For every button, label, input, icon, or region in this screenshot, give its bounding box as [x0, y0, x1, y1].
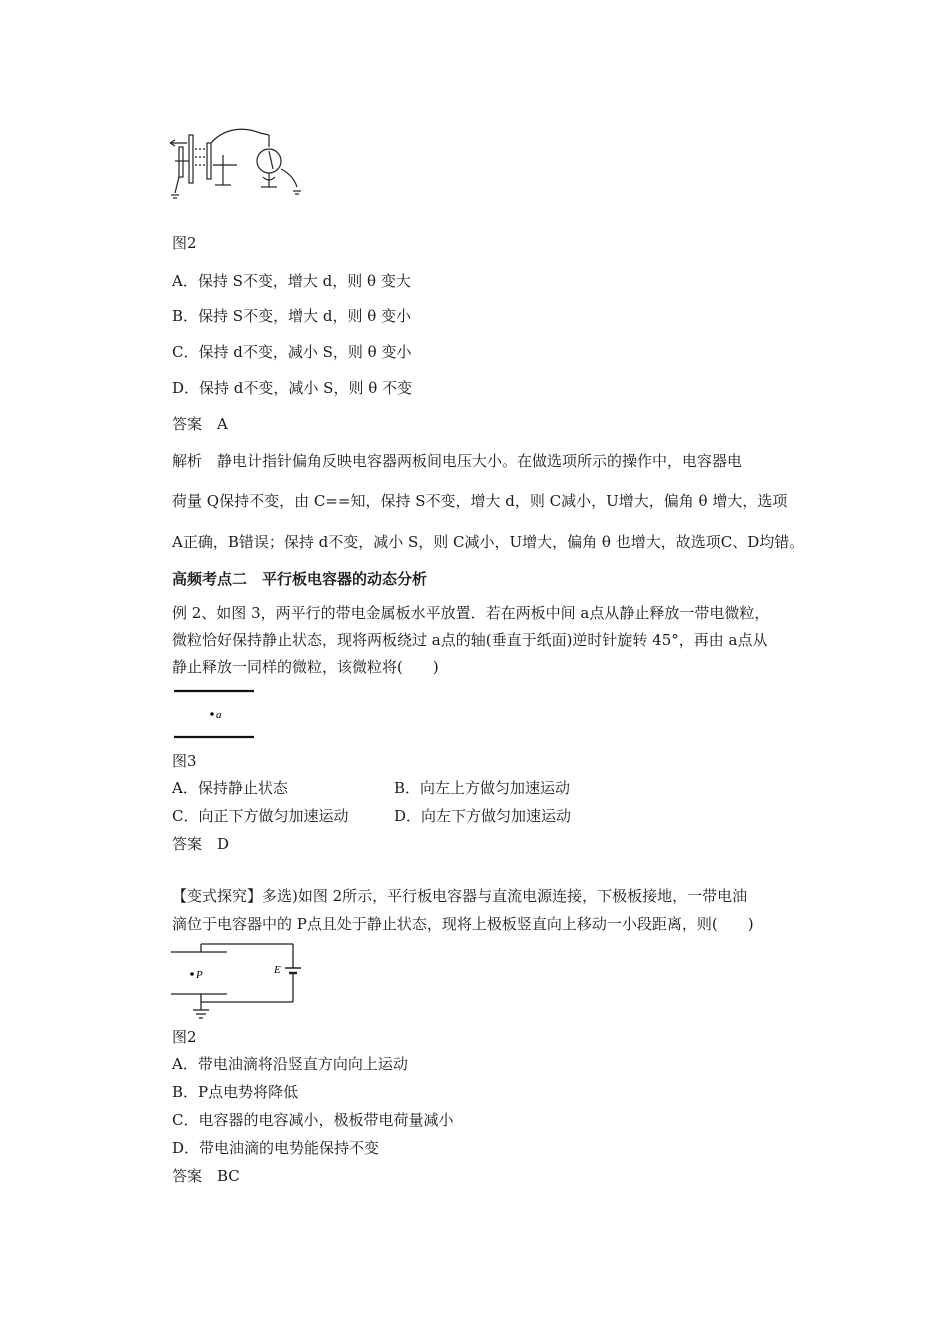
- source-e-label: E: [274, 964, 281, 976]
- figure4-caption: 图2: [172, 1028, 197, 1046]
- figure3-caption: 图3: [172, 752, 197, 770]
- parallel-plates-figure: [172, 685, 262, 743]
- q2-options-row-2: [172, 806, 672, 826]
- example2-line-3: 静止释放一同样的微粒，该微粒将( ): [172, 658, 439, 676]
- example2-line-1: 例 2、如图 3，两平行的带电金属板水平放置．若在两板中间 a点从静止释放一带电微粒，: [172, 604, 770, 622]
- q2-options-row-1: [172, 778, 672, 798]
- analysis-line-1: 解析 静电计指针偏角反映电容器两板间电压大小。在做选项所示的操作中，电容器电: [172, 452, 743, 470]
- q3-answer: 答案 BC: [172, 1167, 240, 1185]
- q3-option-b: B．P点电势将降低: [172, 1083, 299, 1101]
- q2-option-b: B．向左上方做匀加速运动: [394, 779, 571, 797]
- point-a-label: a: [216, 709, 222, 721]
- analysis-line-2: 荷量 Q保持不变，由 C==知，保持 S不变，增大 d，则 C减小，U增大，偏角 θ 增大，选项: [172, 492, 788, 510]
- q2-option-c: C．向正下方做匀加速运动: [172, 807, 349, 825]
- variant-line-2: 滴位于电容器中的 P点且处于静止状态，现将上极板竖直向上移动一小段距离，则( ): [172, 915, 754, 933]
- q2-option-a: A．保持静止状态: [172, 779, 288, 797]
- q1-option-c: C．保持 d不变，减小 S，则 θ 变小: [172, 343, 412, 361]
- analysis-line-3: A正确，B错误；保持 d不变，减小 S，则 C减小，U增大，偏角 θ 也增大，故选项C、D均错。: [172, 533, 805, 551]
- point-p-label: P: [196, 969, 203, 981]
- section-title: 高频考点二 平行板电容器的动态分析: [172, 570, 428, 588]
- q3-option-d: D．带电油滴的电势能保持不变: [172, 1139, 380, 1157]
- q3-option-c: C．电容器的电容减小，极板带电荷量减小: [172, 1111, 454, 1129]
- q2-option-d: D．向左下方做匀加速运动: [394, 807, 572, 825]
- q1-option-a: A．保持 S不变，增大 d，则 θ 变大: [172, 272, 411, 290]
- example2-line-2: 微粒恰好保持静止状态，现将两板绕过 a点的轴(垂直于纸面)逆时针旋转 45°，再由 a点从: [172, 631, 768, 649]
- variant-line-1: 【变式探究】多选)如图 2所示，平行板电容器与直流电源连接，下极板接地，一带电油: [172, 887, 748, 905]
- capacitor-circuit-figure: [165, 940, 310, 1022]
- electrometer-apparatus-figure: [165, 125, 310, 205]
- q1-option-d: D．保持 d不变，减小 S，则 θ 不变: [172, 379, 413, 397]
- q2-answer: 答案 D: [172, 835, 230, 853]
- q1-answer: 答案 A: [172, 415, 228, 433]
- figure-caption: 图2: [172, 234, 197, 252]
- q1-option-b: B．保持 S不变，增大 d，则 θ 变小: [172, 307, 412, 325]
- q3-option-a: A．带电油滴将沿竖直方向向上运动: [172, 1055, 408, 1073]
